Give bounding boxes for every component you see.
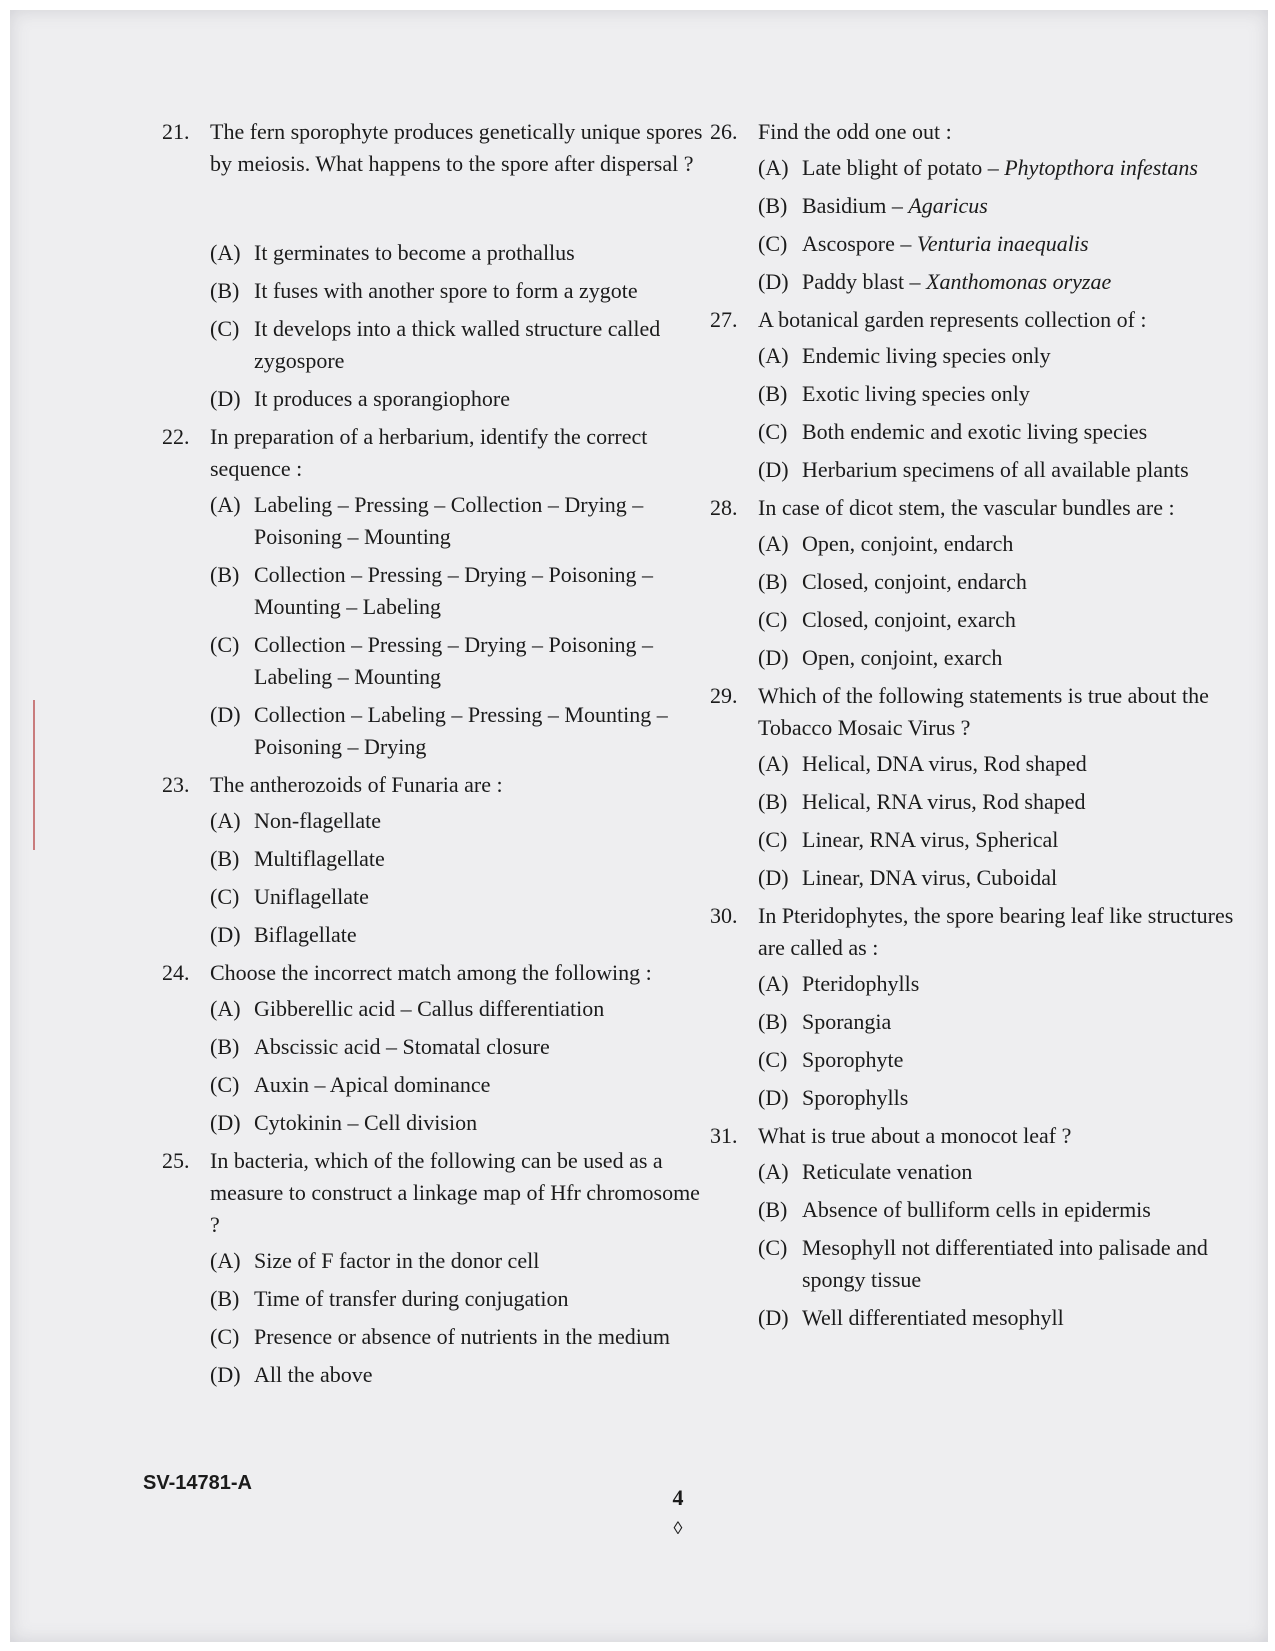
question-24 — [162, 957, 707, 989]
diamond-icon: ◊ — [673, 1518, 683, 1538]
option: (A) Endemic living species only — [758, 343, 1051, 368]
option: (D) All the above — [210, 1362, 373, 1387]
options-21 — [210, 237, 707, 415]
question-text: The antherozoids of Funaria are : — [210, 772, 503, 797]
question-21 — [162, 116, 707, 233]
option: (B) Absence of bulliform cells in epidermis — [758, 1197, 1151, 1222]
question-number: 30. — [710, 903, 738, 928]
option: (B) Collection – Pressing – Drying – Poisoning – Mounting – Labeling — [210, 562, 654, 619]
question-31 — [710, 1120, 1258, 1152]
question-number: 27. — [710, 307, 738, 332]
options-24 — [210, 993, 707, 1139]
option: (B) It fuses with another spore to form a zygote — [210, 278, 638, 303]
option: (A) Size of F factor in the donor cell — [210, 1248, 540, 1273]
question-number: 26. — [710, 119, 738, 144]
question-22 — [162, 421, 707, 485]
option: (A) Non-flagellate — [210, 808, 382, 833]
option: (D) Paddy blast – Xanthomonas oryzae — [758, 269, 1112, 294]
option: (A) Labeling – Pressing – Collection – Drying – Poisoning – Mounting — [210, 492, 644, 549]
left-column — [162, 116, 707, 1397]
option: (D) Well differentiated mesophyll — [758, 1305, 1064, 1330]
question-text: In case of dicot stem, the vascular bundles are : — [758, 495, 1175, 520]
options-27 — [758, 340, 1258, 486]
option: (A) Gibberellic acid – Callus differentiation — [210, 996, 605, 1021]
question-text: In bacteria, which of the following can be used as a measure to construct a linkage map of Hfr chromosome ? — [210, 1148, 700, 1237]
option: (B) Basidium – Agaricus — [758, 193, 988, 218]
question-text: In Pteridophytes, the spore bearing leaf like structures are called as : — [758, 903, 1234, 960]
question-text: The fern sporophyte produces genetically unique spores by meiosis. What happens to the spore after dispersal ? — [210, 119, 703, 176]
exam-page — [10, 10, 1268, 1642]
option: (B) Exotic living species only — [758, 381, 1030, 406]
option: (B) Multiflagellate — [210, 846, 385, 871]
option: (C) Closed, conjoint, exarch — [758, 607, 1016, 632]
option: (C) Presence or absence of nutrients in the medium — [210, 1324, 671, 1349]
margin-mark — [33, 700, 35, 850]
option: (B) Sporangia — [758, 1009, 892, 1034]
option: (B) Time of transfer during conjugation — [210, 1286, 569, 1311]
page-number: 4 — [672, 1485, 684, 1510]
options-30 — [758, 968, 1258, 1114]
question-number: 25. — [162, 1148, 190, 1173]
option: (B) Closed, conjoint, endarch — [758, 569, 1027, 594]
option: (C) Both endemic and exotic living species — [758, 419, 1148, 444]
question-text: Choose the incorrect match among the following : — [210, 960, 652, 985]
question-number: 22. — [162, 424, 190, 449]
question-25 — [162, 1145, 707, 1241]
question-text: Find the odd one out : — [758, 119, 952, 144]
option: (D) Linear, DNA virus, Cuboidal — [758, 865, 1058, 890]
option: (C) Linear, RNA virus, Spherical — [758, 827, 1059, 852]
option: (D) Open, conjoint, exarch — [758, 645, 1003, 670]
options-26 — [758, 152, 1258, 298]
option: (C) Mesophyll not differentiated into palisade and spongy tissue — [758, 1235, 1208, 1292]
options-23 — [210, 805, 707, 951]
question-number: 29. — [710, 683, 738, 708]
options-22 — [210, 489, 707, 763]
option: (C) Auxin – Apical dominance — [210, 1072, 491, 1097]
options-29 — [758, 748, 1258, 894]
option: (D) It produces a sporangiophore — [210, 386, 510, 411]
option: (C) Uniflagellate — [210, 884, 369, 909]
question-text: In preparation of a herbarium, identify the correct sequence : — [210, 424, 648, 481]
option: (C) It develops into a thick walled structure called zygospore — [210, 316, 661, 373]
option: (D) Herbarium specimens of all available plants — [758, 457, 1189, 482]
question-29 — [710, 680, 1258, 744]
option: (D) Sporophylls — [758, 1085, 909, 1110]
options-25 — [210, 1245, 707, 1391]
question-30 — [710, 900, 1258, 964]
option: (B) Helical, RNA virus, Rod shaped — [758, 789, 1086, 814]
question-number: 31. — [710, 1123, 738, 1148]
option: (D) Cytokinin – Cell division — [210, 1110, 478, 1135]
option: (C) Sporophyte — [758, 1047, 904, 1072]
question-number: 24. — [162, 960, 190, 985]
option: (A) Open, conjoint, endarch — [758, 531, 1014, 556]
option: (A) Reticulate venation — [758, 1159, 973, 1184]
question-number: 28. — [710, 495, 738, 520]
question-number: 21. — [162, 119, 190, 144]
option: (D) Collection – Labeling – Pressing – Mounting – Poisoning – Drying — [210, 702, 668, 759]
question-text: A botanical garden represents collection of : — [758, 307, 1147, 332]
question-27 — [710, 304, 1258, 336]
paper-code: SV-14781-A — [143, 1472, 252, 1494]
option: (C) Collection – Pressing – Drying – Poisoning – Labeling – Mounting — [210, 632, 654, 689]
options-28 — [758, 528, 1258, 674]
option: (A) It germinates to become a prothallus — [210, 240, 575, 265]
question-text: Which of the following statements is true about the Tobacco Mosaic Virus ? — [758, 683, 1209, 740]
options-31 — [758, 1156, 1258, 1334]
question-number: 23. — [162, 772, 190, 797]
question-text: What is true about a monocot leaf ? — [758, 1123, 1072, 1148]
option: (A) Late blight of potato – Phytopthora infestans — [758, 155, 1198, 180]
option: (B) Abscissic acid – Stomatal closure — [210, 1034, 550, 1059]
option: (A) Pteridophylls — [758, 971, 920, 996]
option: (D) Biflagellate — [210, 922, 357, 947]
option: (A) Helical, DNA virus, Rod shaped — [758, 751, 1087, 776]
question-26 — [710, 116, 1258, 148]
question-23 — [162, 769, 707, 801]
right-column — [710, 116, 1258, 1340]
question-28 — [710, 492, 1258, 524]
option: (C) Ascospore – Venturia inaequalis — [758, 231, 1089, 256]
